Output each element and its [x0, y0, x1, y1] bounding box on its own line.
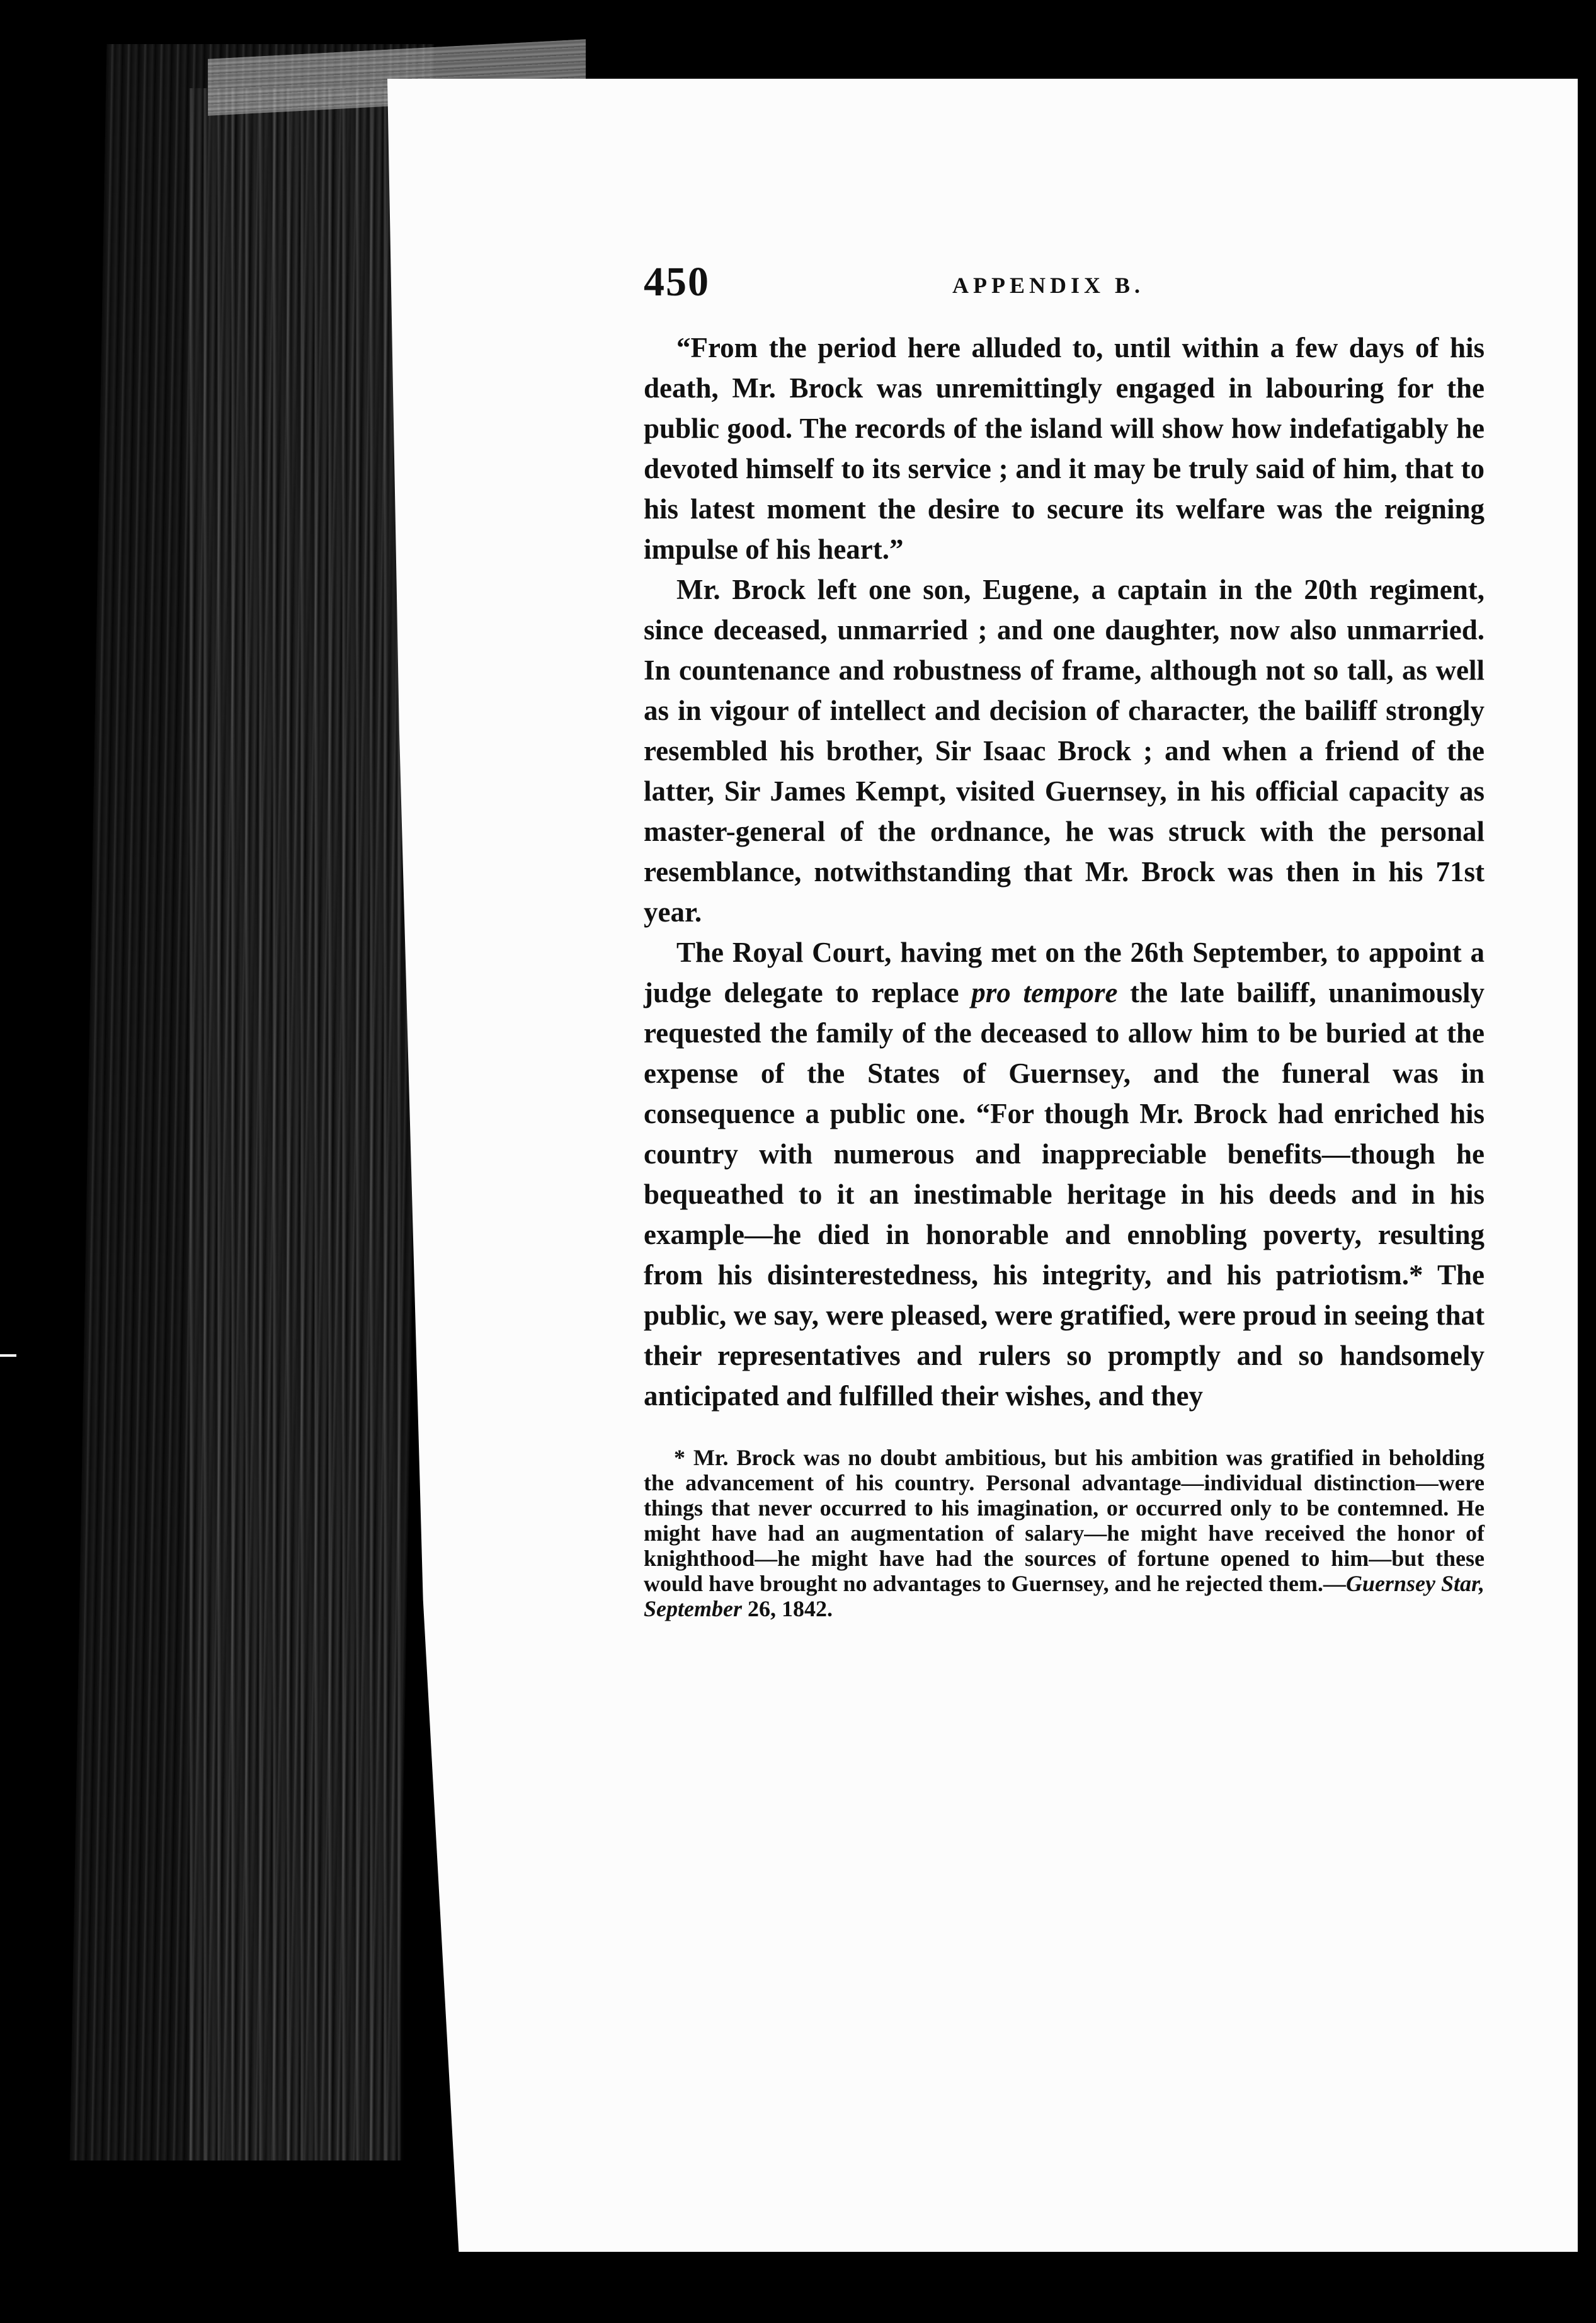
scan-margin-mark [0, 1354, 16, 1357]
paragraph-text: the late bailiff, unanimously requested the family of the deceased to allow him to be buried at the expense of the States of Guernsey, and the funeral was in consequence a public one. “For though Mr. Brock had enriched his country with numerous and inappreciable benefits—though he bequeathed to it an inestimable heritage in his deeds and in his example—he died in honorable and ennobling poverty, resulting from his disinterestedness, his integrity, and his patriotism.* The public, we say, were pleased, were gratified, were proud in seeing that their representatives and rulers so promptly and so handsomely anticipated and fulfilled their wishes, and they [644, 977, 1485, 1412]
page-number: 450 [644, 259, 710, 305]
book-page-edges-highlight [189, 88, 403, 2160]
page-content [644, 258, 1485, 1621]
footnote-text: * Mr. Brock was no doubt ambitious, but his ambition was gratified in beholding the advancement of his country. Personal advantage—individual distinction—were things that never occurred to his imagination, or occurred only to be contemned. He might have had an augmentation of salary—he might have received the honor of knighthood—he might have had the sources of fortune opened to him—but these would have brought no advantages to Guernsey, and he rejected them.— [644, 1445, 1485, 1596]
running-head: APPENDIX B. [952, 273, 1145, 298]
paragraph-text: The Royal Court, having met on the 26th September, to appoint a judge delegate to replace [644, 937, 1485, 1008]
paragraph-quote: “From the period here alluded to, until within a few days of his death, Mr. Brock was unremittingly engaged in labouring for the public good. The records of the island will show how indefatigably he devoted himself to its service ; and it may be truly said of him, that to his latest moment the desire to secure its welfare was the reigning impulse of his heart.” [644, 332, 1485, 565]
footnote [644, 1445, 1485, 1621]
body-text [644, 328, 1485, 1416]
footnote-date: 26, 1842. [741, 1596, 833, 1621]
footnote-source: Guernsey Star, September [644, 1571, 1485, 1621]
latin-phrase: pro tempore [971, 977, 1118, 1008]
paragraph-family: Mr. Brock left one son, Eugene, a captain in the 20th regiment, since deceased, unmarried ; and one daughter, now also unmarried. In countenance and robustness of frame, although not so tall, as well as in vigour of intellect and decision of character, the bailiff strongly resembled his brother, Sir Isaac Brock ; and when a friend of the latter, Sir James Kempt, visited Guernsey, in his official capacity as master-general of the ordnance, he was struck with the personal resemblance, notwithstanding that Mr. Brock was then in his 71st year. [644, 574, 1485, 928]
paragraph-royal-court [644, 932, 1485, 1416]
page-header [644, 258, 1485, 328]
